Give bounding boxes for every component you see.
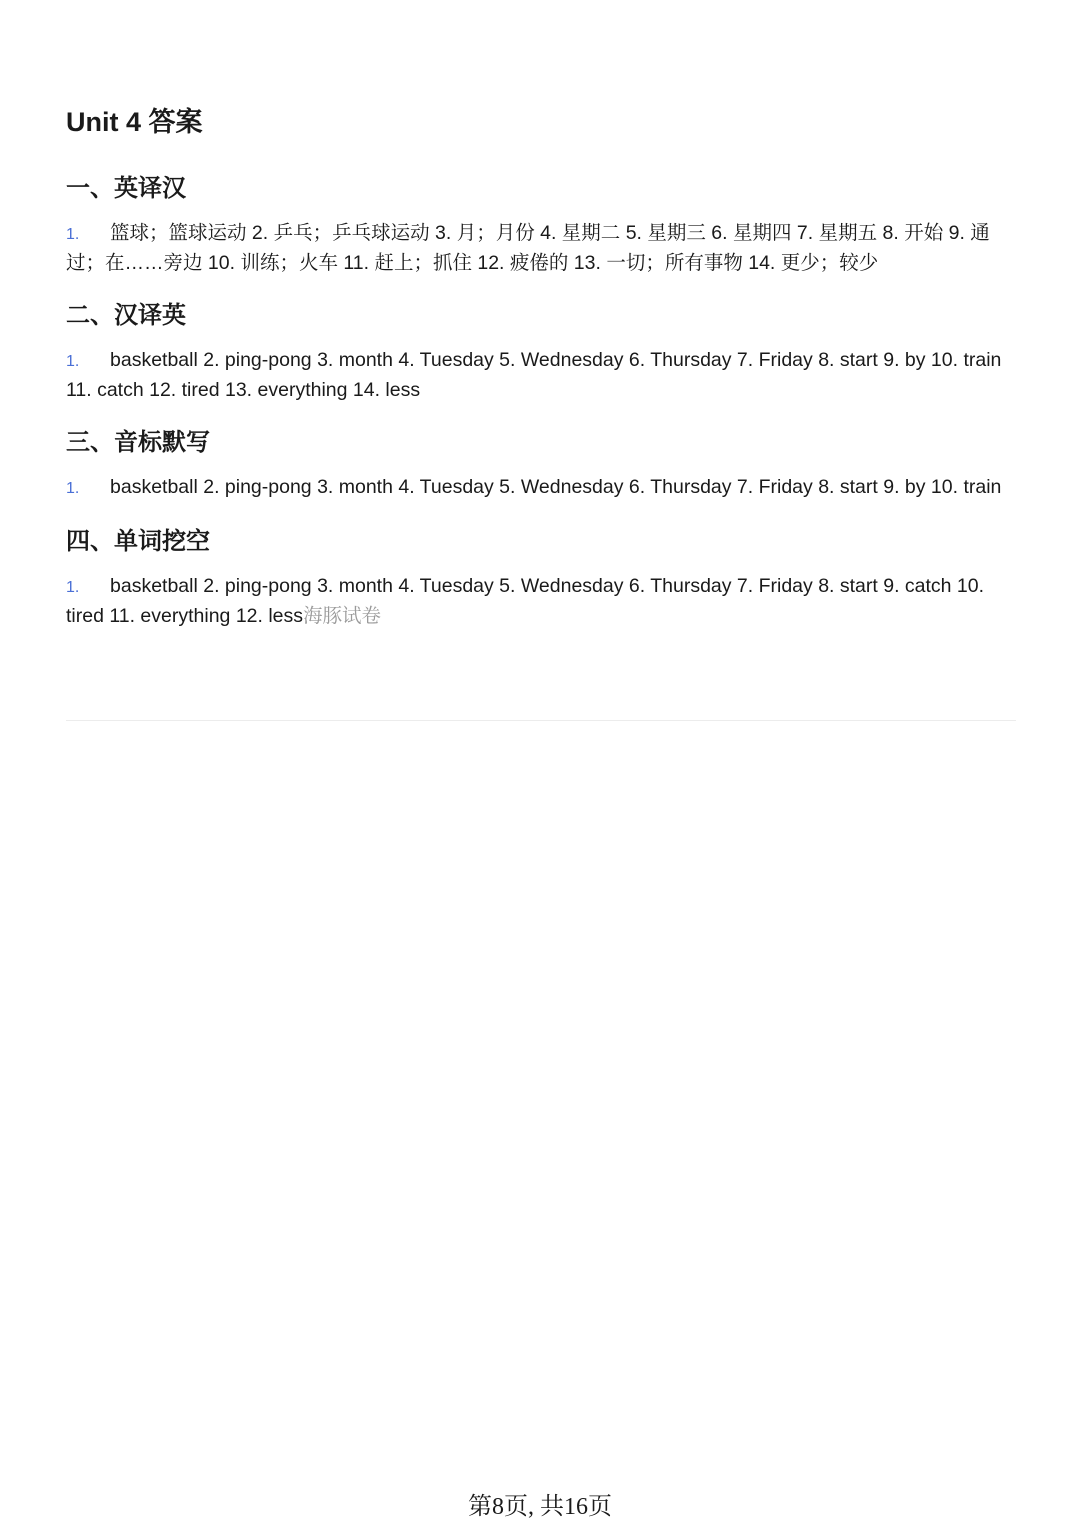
section-phonetic-dictation (66, 425, 1016, 503)
item-number: 1. (66, 353, 80, 370)
watermark-text: 海豚试卷 (303, 605, 382, 627)
page-title: Unit 4 答案 (66, 107, 203, 137)
section-zh-to-en (66, 298, 1016, 404)
document-content (66, 100, 1016, 630)
section-word-fill-in (66, 524, 1016, 630)
section-divider (66, 720, 1016, 721)
answer-paragraph (66, 473, 1016, 503)
section-en-to-zh (66, 171, 1016, 277)
answer-paragraph (66, 572, 1016, 630)
section-heading: 一、英译汉 (66, 175, 186, 202)
item-number: 1. (66, 480, 80, 497)
item-number: 1. (66, 226, 80, 243)
answer-text: basketball 2. ping-pong 3. month 4. Tuesday 5. Wednesday 6. Thursday 7. Friday 8. start 9. by 10. train 11. catch 12. tired 13. everything 14. less (66, 349, 1002, 401)
answer-text: basketball 2. ping-pong 3. month 4. Tuesday 5. Wednesday 6. Thursday 7. Friday 8. start 9. catch 10. tired 11. everything 12. less (66, 575, 985, 627)
section-heading: 三、音标默写 (66, 429, 210, 456)
item-number: 1. (66, 579, 80, 596)
answer-paragraph (66, 346, 1016, 404)
page-footer: 第8页, 共16页 (468, 1494, 612, 1520)
answer-text: 篮球；篮球运动 2. 乒乓；乒乓球运动 3. 月；月份 4. 星期二 5. 星期三 6. 星期四 7. 星期五 8. 开始 9. 通过；在……旁边 10. 训练；火车 11. 赶上；抓住 12. 疲倦的 13. 一切；所有事物 14. 更少；较少 (66, 222, 990, 274)
answer-text: basketball 2. ping-pong 3. month 4. Tuesday 5. Wednesday 6. Thursday 7. Friday 8. start 9. by 10. train (110, 476, 1002, 498)
answer-paragraph (66, 219, 1016, 277)
section-heading: 二、汉译英 (66, 302, 186, 329)
section-heading: 四、单词挖空 (66, 528, 210, 555)
